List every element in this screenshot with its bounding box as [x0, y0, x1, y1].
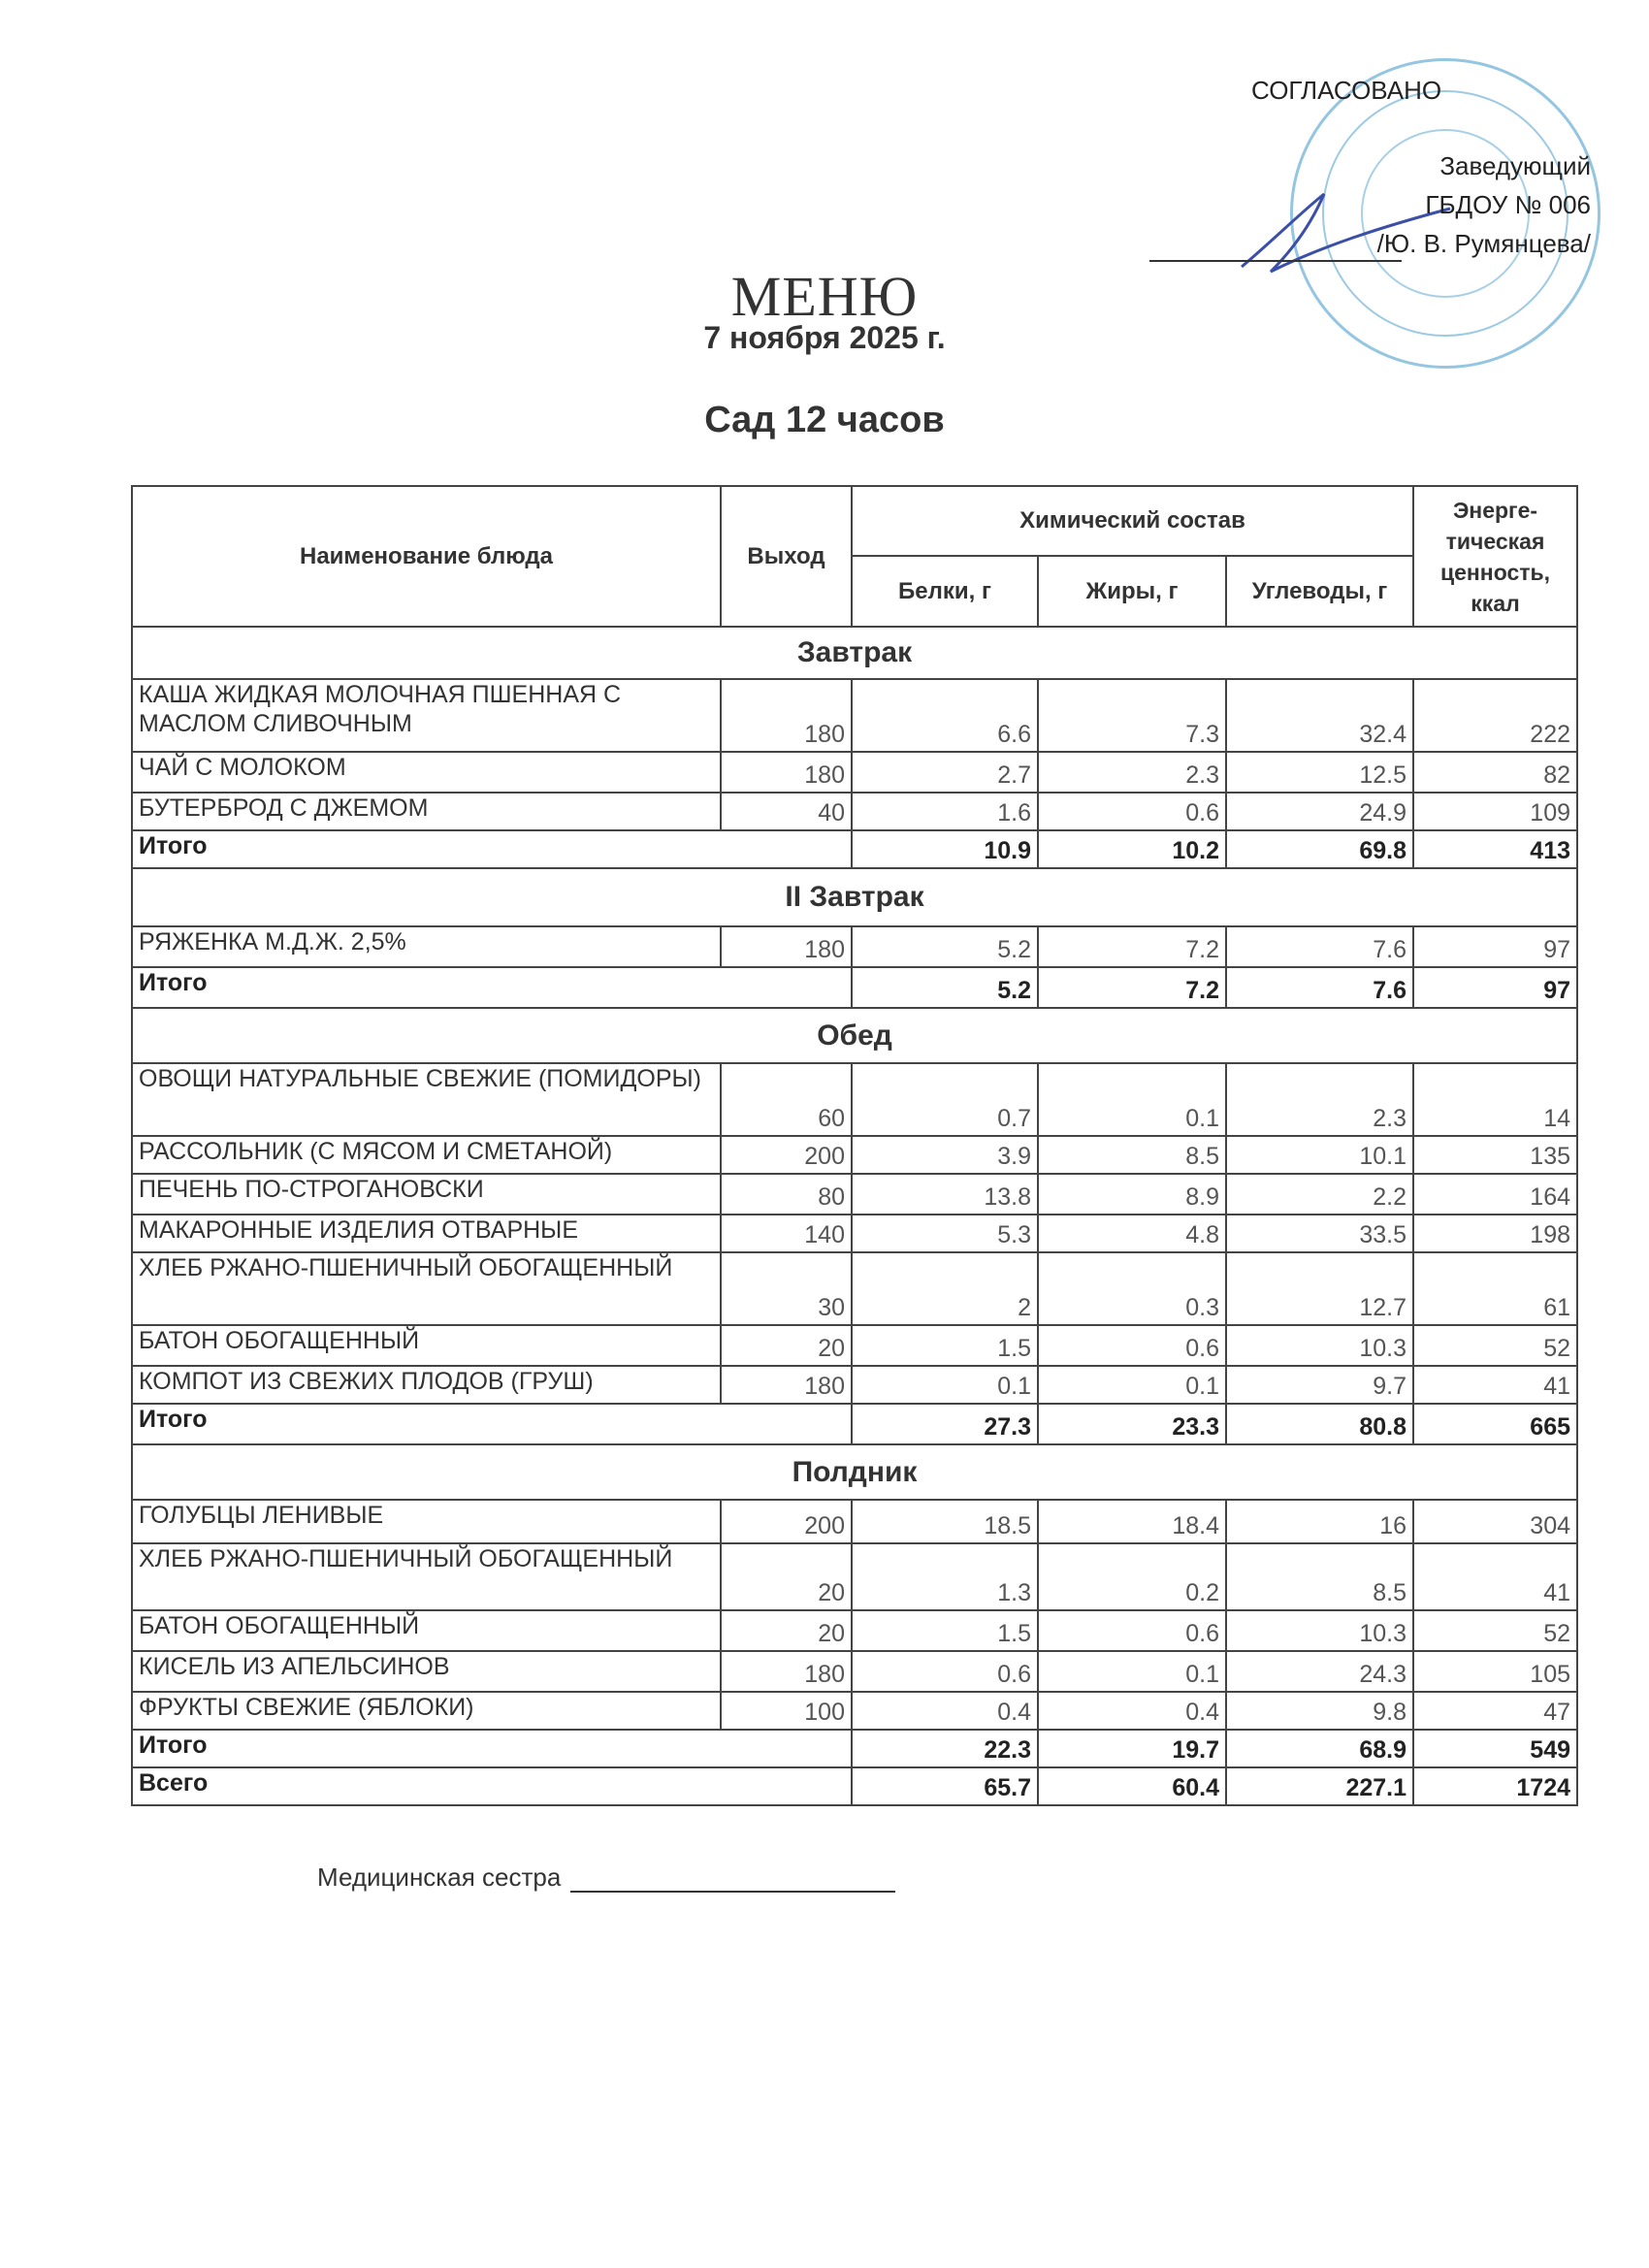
grand-total-fat: 60.4 [1038, 1767, 1226, 1805]
dish-carbs: 33.5 [1226, 1215, 1413, 1252]
page-title: МЕНЮ [730, 265, 919, 328]
dish-output: 20 [721, 1543, 852, 1610]
grand-total-row [132, 1767, 1577, 1805]
dish-energy: 61 [1413, 1252, 1577, 1325]
dish-carbs: 7.6 [1226, 926, 1413, 967]
dish-fat: 2.3 [1038, 752, 1226, 793]
table-row [132, 1325, 1577, 1366]
table-row [132, 1500, 1577, 1543]
dish-output: 20 [721, 1325, 852, 1366]
dish-protein: 1.6 [852, 793, 1038, 830]
dish-protein: 3.9 [852, 1136, 1038, 1174]
dish-name: ХЛЕБ РЖАНО-ПШЕНИЧНЫЙ ОБОГАЩЕННЫЙ [132, 1252, 721, 1325]
nurse-signature-line [570, 1865, 895, 1893]
dish-fat: 0.2 [1038, 1543, 1226, 1610]
subtotal-protein: 5.2 [852, 967, 1038, 1008]
subtotal-row [132, 1404, 1577, 1444]
grand-total-carbs: 227.1 [1226, 1767, 1413, 1805]
dish-carbs: 2.2 [1226, 1174, 1413, 1215]
dish-fat: 8.5 [1038, 1136, 1226, 1174]
section-header [132, 1008, 1577, 1063]
dish-output: 180 [721, 1651, 852, 1692]
table-row [132, 1692, 1577, 1730]
subtotal-protein: 10.9 [852, 830, 1038, 868]
dish-energy: 52 [1413, 1610, 1577, 1651]
dish-carbs: 24.9 [1226, 793, 1413, 830]
col-header-output: Выход [721, 486, 852, 627]
dish-name: МАКАРОННЫЕ ИЗДЕЛИЯ ОТВАРНЫЕ [132, 1215, 721, 1252]
dish-protein: 1.5 [852, 1610, 1038, 1651]
dish-output: 200 [721, 1136, 852, 1174]
subtotal-fat: 23.3 [1038, 1404, 1226, 1444]
subtotal-row [132, 967, 1577, 1008]
dish-fat: 4.8 [1038, 1215, 1226, 1252]
menu-date: 7 ноября 2025 г. [703, 320, 946, 355]
dish-energy: 82 [1413, 752, 1577, 793]
dish-carbs: 10.3 [1226, 1610, 1413, 1651]
dish-name: ЧАЙ С МОЛОКОМ [132, 752, 721, 793]
col-header-name: Наименование блюда [132, 486, 721, 627]
dish-energy: 105 [1413, 1651, 1577, 1692]
table-row [132, 1366, 1577, 1404]
dish-output: 30 [721, 1252, 852, 1325]
dish-protein: 0.7 [852, 1063, 1038, 1136]
section-title: Завтрак [132, 627, 1577, 679]
dish-carbs: 24.3 [1226, 1651, 1413, 1692]
dish-protein: 1.3 [852, 1543, 1038, 1610]
dish-energy: 97 [1413, 926, 1577, 967]
dish-fat: 0.1 [1038, 1366, 1226, 1404]
dish-protein: 5.2 [852, 926, 1038, 967]
dish-energy: 14 [1413, 1063, 1577, 1136]
dish-output: 180 [721, 1366, 852, 1404]
dish-energy: 47 [1413, 1692, 1577, 1730]
subtotal-energy: 665 [1413, 1404, 1577, 1444]
dish-carbs: 12.7 [1226, 1252, 1413, 1325]
dish-name: ГОЛУБЦЫ ЛЕНИВЫЕ [132, 1500, 721, 1543]
nurse-label: Медицинская сестра [317, 1863, 562, 1892]
dish-name: БАТОН ОБОГАЩЕННЫЙ [132, 1325, 721, 1366]
dish-output: 40 [721, 793, 852, 830]
menu-subtitle: Сад 12 часов [704, 400, 945, 440]
subtotal-carbs: 69.8 [1226, 830, 1413, 868]
approval-name: /Ю. В. Румянцева/ [1376, 229, 1591, 258]
dish-energy: 109 [1413, 793, 1577, 830]
dish-name: БАТОН ОБОГАЩЕННЫЙ [132, 1610, 721, 1651]
dish-fat: 0.6 [1038, 793, 1226, 830]
table-row [132, 793, 1577, 830]
subtotal-protein: 27.3 [852, 1404, 1038, 1444]
dish-fat: 7.2 [1038, 926, 1226, 967]
subtotal-label: Итого [132, 967, 852, 1008]
dish-fat: 0.3 [1038, 1252, 1226, 1325]
subtotal-fat: 7.2 [1038, 967, 1226, 1008]
dish-carbs: 10.1 [1226, 1136, 1413, 1174]
table-row [132, 1651, 1577, 1692]
table-row [132, 1174, 1577, 1215]
dish-protein: 6.6 [852, 679, 1038, 752]
section-title: Обед [132, 1008, 1577, 1063]
subtotal-fat: 10.2 [1038, 830, 1226, 868]
dish-output: 140 [721, 1215, 852, 1252]
subtotal-row [132, 830, 1577, 868]
dish-output: 20 [721, 1610, 852, 1651]
dish-name: ОВОЩИ НАТУРАЛЬНЫЕ СВЕЖИЕ (ПОМИДОРЫ) [132, 1063, 721, 1136]
dish-fat: 7.3 [1038, 679, 1226, 752]
approval-title: СОГЛАСОВАНО [1251, 76, 1442, 105]
table-row [132, 752, 1577, 793]
dish-protein: 18.5 [852, 1500, 1038, 1543]
dish-protein: 0.1 [852, 1366, 1038, 1404]
dish-output: 180 [721, 752, 852, 793]
dish-carbs: 12.5 [1226, 752, 1413, 793]
dish-fat: 0.6 [1038, 1325, 1226, 1366]
subtotal-row [132, 1730, 1577, 1767]
dish-carbs: 9.7 [1226, 1366, 1413, 1404]
dish-name: КОМПОТ ИЗ СВЕЖИХ ПЛОДОВ (ГРУШ) [132, 1366, 721, 1404]
dish-protein: 0.6 [852, 1651, 1038, 1692]
dish-fat: 0.1 [1038, 1063, 1226, 1136]
dish-output: 180 [721, 679, 852, 752]
dish-output: 80 [721, 1174, 852, 1215]
dish-name: ПЕЧЕНЬ ПО-СТРОГАНОВСКИ [132, 1174, 721, 1215]
table-row [132, 679, 1577, 752]
dish-name: ФРУКТЫ СВЕЖИЕ (ЯБЛОКИ) [132, 1692, 721, 1730]
subtotal-label: Итого [132, 1730, 852, 1767]
col-header-protein: Белки, г [852, 556, 1038, 627]
dish-carbs: 2.3 [1226, 1063, 1413, 1136]
dish-output: 180 [721, 926, 852, 967]
dish-carbs: 16 [1226, 1500, 1413, 1543]
section-header [132, 627, 1577, 679]
table-row [132, 1215, 1577, 1252]
dish-carbs: 32.4 [1226, 679, 1413, 752]
table-row [132, 1063, 1577, 1136]
subtotal-label: Итого [132, 1404, 852, 1444]
dish-name: КАША ЖИДКАЯ МОЛОЧНАЯ ПШЕННАЯ С МАСЛОМ СЛИВОЧНЫМ [132, 679, 721, 752]
dish-name: БУТЕРБРОД С ДЖЕМОМ [132, 793, 721, 830]
dish-name: КИСЕЛЬ ИЗ АПЕЛЬСИНОВ [132, 1651, 721, 1692]
subtotal-energy: 97 [1413, 967, 1577, 1008]
table-row [132, 1543, 1577, 1610]
dish-energy: 52 [1413, 1325, 1577, 1366]
nurse-signature [317, 1863, 895, 1893]
dish-protein: 0.4 [852, 1692, 1038, 1730]
grand-total-energy: 1724 [1413, 1767, 1577, 1805]
dish-energy: 222 [1413, 679, 1577, 752]
dish-fat: 0.1 [1038, 1651, 1226, 1692]
subtotal-carbs: 80.8 [1226, 1404, 1413, 1444]
table-row [132, 1610, 1577, 1651]
subtotal-energy: 413 [1413, 830, 1577, 868]
approval-position: Заведующий [1439, 151, 1591, 180]
section-header [132, 1444, 1577, 1500]
table-row [132, 1136, 1577, 1174]
signature-line [1149, 260, 1402, 262]
section-title: Полдник [132, 1444, 1577, 1500]
dish-carbs: 8.5 [1226, 1543, 1413, 1610]
dish-energy: 198 [1413, 1215, 1577, 1252]
dish-protein: 2.7 [852, 752, 1038, 793]
subtotal-protein: 22.3 [852, 1730, 1038, 1767]
dish-carbs: 9.8 [1226, 1692, 1413, 1730]
col-header-energy: Энерге-тическая ценность, ккал [1413, 486, 1577, 627]
dish-output: 100 [721, 1692, 852, 1730]
dish-energy: 41 [1413, 1366, 1577, 1404]
dish-protein: 13.8 [852, 1174, 1038, 1215]
subtotal-carbs: 68.9 [1226, 1730, 1413, 1767]
dish-fat: 18.4 [1038, 1500, 1226, 1543]
col-header-fat: Жиры, г [1038, 556, 1226, 627]
section-title: II Завтрак [132, 868, 1577, 926]
dish-fat: 0.4 [1038, 1692, 1226, 1730]
dish-name: РАССОЛЬНИК (С МЯСОМ И СМЕТАНОЙ) [132, 1136, 721, 1174]
grand-total-label: Всего [132, 1767, 852, 1805]
dish-carbs: 10.3 [1226, 1325, 1413, 1366]
dish-energy: 135 [1413, 1136, 1577, 1174]
dish-name: ХЛЕБ РЖАНО-ПШЕНИЧНЫЙ ОБОГАЩЕННЫЙ [132, 1543, 721, 1610]
dish-fat: 0.6 [1038, 1610, 1226, 1651]
subtotal-carbs: 7.6 [1226, 967, 1413, 1008]
dish-output: 200 [721, 1500, 852, 1543]
approval-org: ГБДОУ № 006 [1425, 190, 1591, 219]
dish-output: 60 [721, 1063, 852, 1136]
dish-protein: 5.3 [852, 1215, 1038, 1252]
dish-protein: 2 [852, 1252, 1038, 1325]
dish-energy: 304 [1413, 1500, 1577, 1543]
col-header-carbs: Углеводы, г [1226, 556, 1413, 627]
subtotal-energy: 549 [1413, 1730, 1577, 1767]
dish-name: РЯЖЕНКА М.Д.Ж. 2,5% [132, 926, 721, 967]
subtotal-label: Итого [132, 830, 852, 868]
section-header [132, 868, 1577, 926]
col-header-chem: Химический состав [852, 486, 1413, 556]
menu-table [131, 485, 1578, 1806]
dish-fat: 8.9 [1038, 1174, 1226, 1215]
dish-energy: 41 [1413, 1543, 1577, 1610]
subtotal-fat: 19.7 [1038, 1730, 1226, 1767]
table-row [132, 1252, 1577, 1325]
dish-protein: 1.5 [852, 1325, 1038, 1366]
grand-total-protein: 65.7 [852, 1767, 1038, 1805]
table-row [132, 926, 1577, 967]
dish-energy: 164 [1413, 1174, 1577, 1215]
